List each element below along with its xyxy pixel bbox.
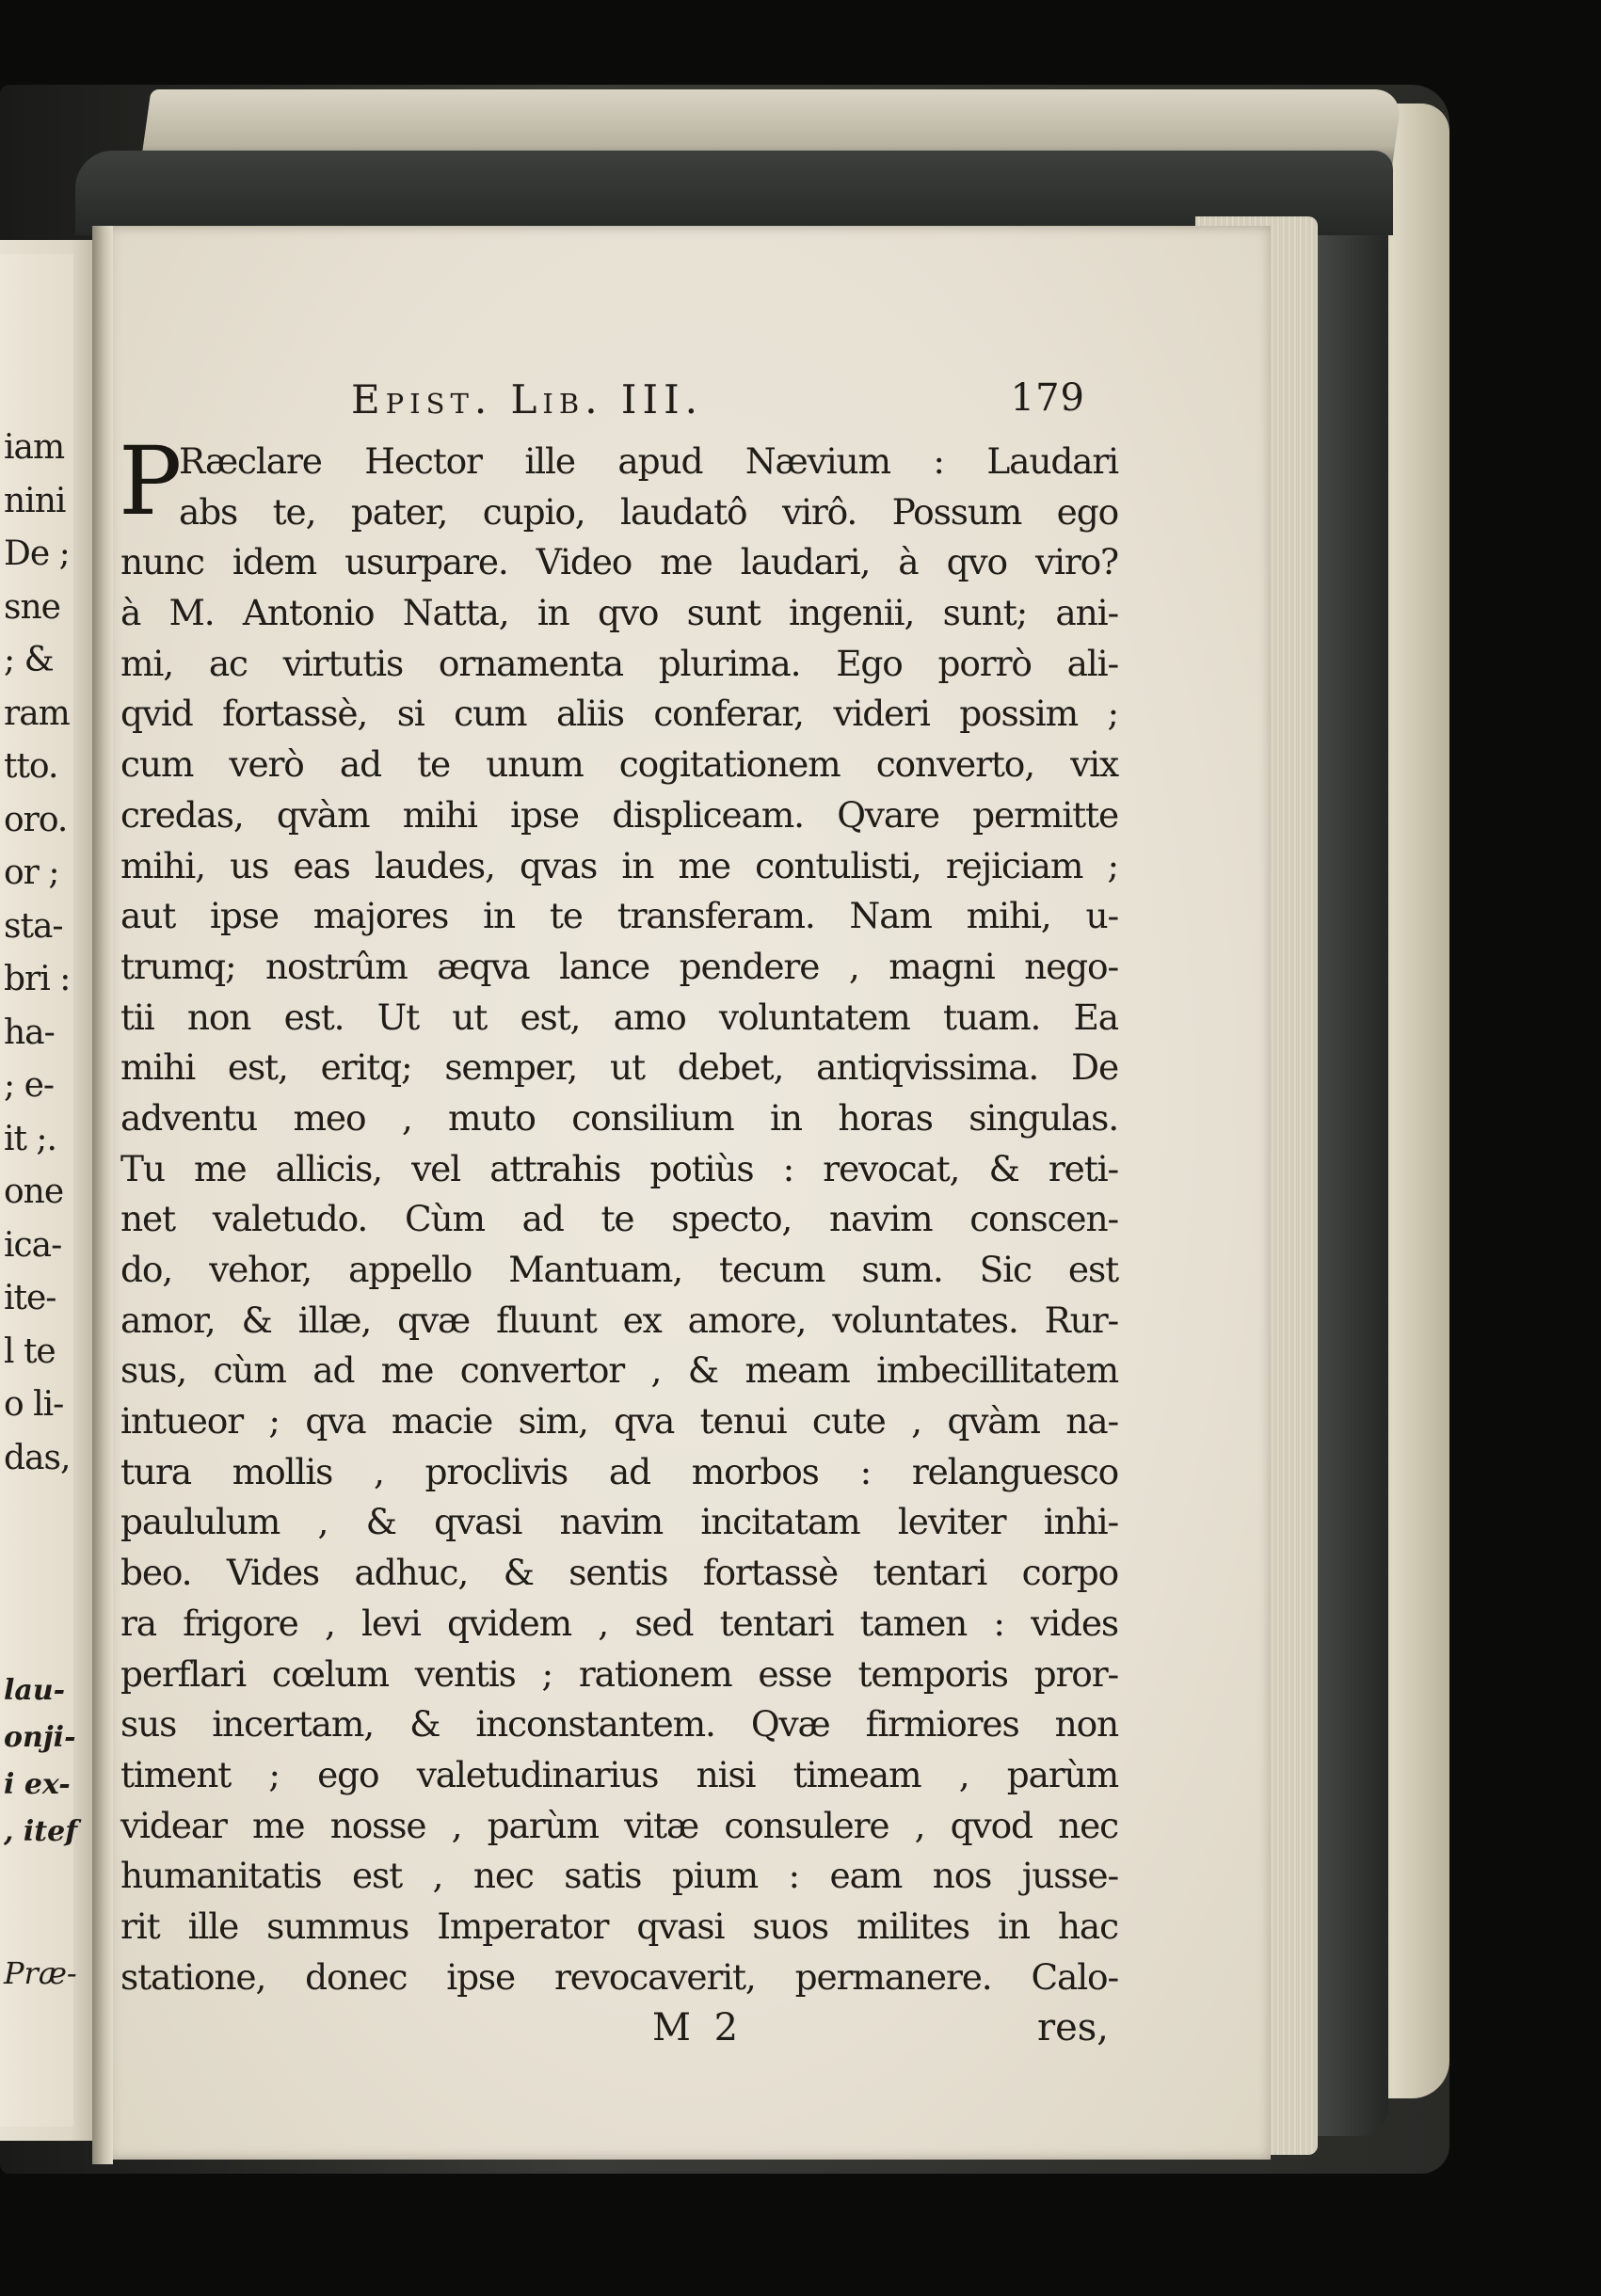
left-fragment: l te bbox=[4, 1331, 56, 1371]
left-fragment: iam bbox=[4, 428, 65, 467]
book-gutter bbox=[92, 226, 113, 2164]
left-fragment: ; e- bbox=[4, 1066, 55, 1105]
running-head: Epist. Lib. III. bbox=[351, 376, 704, 423]
text-line: do, vehor, appello Mantuam, tecum sum. Sic est bbox=[120, 1249, 1118, 1290]
text-line: mihi, us eas laudes, qvas in me contulisti, rejiciam ; bbox=[120, 844, 1118, 886]
left-fragment: oro. bbox=[4, 800, 68, 839]
text-line: tii non est. Ut ut est, amo voluntatem tuam. Ea bbox=[120, 996, 1118, 1038]
left-fragment: tto. bbox=[4, 747, 58, 786]
left-fragment: ite- bbox=[4, 1279, 56, 1317]
page-number: 179 bbox=[1010, 376, 1085, 420]
left-fragment: sta- bbox=[4, 906, 63, 946]
left-fragment: or ; bbox=[4, 853, 59, 892]
drop-cap: P bbox=[119, 426, 182, 536]
text-line: mihi est, eritq; semper, ut debet, antiqvissima. De bbox=[120, 1046, 1118, 1089]
running-header bbox=[120, 376, 1118, 435]
left-fragment: ha- bbox=[4, 1012, 55, 1052]
left-fragment: ; & bbox=[4, 641, 54, 679]
left-fragment-italic: onji- bbox=[4, 1721, 76, 1754]
text-line: nunc idem usurpare. Video me laudari, à qvo viro? bbox=[120, 541, 1118, 583]
text-line: humanitatis est , nec satis pium : eam nos jusse- bbox=[120, 1855, 1118, 1897]
text-line: qvid fortassè, si cum aliis conferar, videri possim ; bbox=[120, 693, 1118, 735]
left-fragment-italic: lau- bbox=[4, 1674, 66, 1707]
text-line: à M. Antonio Natta, in qvo sunt ingenii, sunt; ani- bbox=[120, 592, 1118, 634]
left-page-text bbox=[0, 422, 94, 1485]
left-fragment: das, bbox=[4, 1438, 71, 1477]
text-line: aut ipse majores in te transferam. Nam mihi, u- bbox=[120, 895, 1118, 937]
left-fragment: ram bbox=[4, 694, 70, 733]
left-page-margin-text bbox=[0, 1667, 94, 1856]
signature-mark: M 2 bbox=[652, 2006, 744, 2050]
catchword: res, bbox=[1036, 2006, 1109, 2050]
text-line: perflari cœlum ventis ; rationem esse temporis pror- bbox=[120, 1652, 1118, 1695]
left-fragment: bri : bbox=[4, 960, 71, 998]
left-fragment: it ;. bbox=[4, 1119, 56, 1158]
text-line: amor, & illæ, qvæ fluunt ex amore, voluntates. Rur- bbox=[120, 1299, 1118, 1341]
text-line: Tu me allicis, vel attrahis potiùs : revocat, & reti- bbox=[120, 1147, 1118, 1189]
left-fragment: one bbox=[4, 1172, 64, 1211]
text-line: tura mollis , proclivis ad morbos : relanguesco bbox=[120, 1450, 1118, 1492]
text-line: ra frigore , levi qvidem , sed tentari tamen : vides bbox=[120, 1602, 1118, 1644]
left-fragment: sne bbox=[4, 587, 60, 627]
text-line: net valetudo. Cùm ad te specto, navim conscen- bbox=[120, 1198, 1118, 1240]
left-fragment: ica- bbox=[4, 1225, 62, 1265]
page-footer bbox=[120, 2006, 1118, 2063]
text-line: statione, donec ipse revocaverit, permanere. Calo- bbox=[120, 1955, 1118, 1998]
page-text-block bbox=[120, 376, 1118, 2063]
text-line: adventu meo , muto consilium in horas singulas. bbox=[120, 1096, 1118, 1139]
text-line: videar me nosse , parùm vitæ consulere , qvod nec bbox=[120, 1804, 1118, 1846]
left-catchword: Præ- bbox=[4, 1955, 77, 1991]
text-line: mi, ac virtutis ornamenta plurima. Ego porrò ali- bbox=[120, 642, 1118, 684]
text-line: Ræclare Hector ille apud Nævium : Laudari bbox=[179, 440, 1118, 482]
text-line: rit ille summus Imperator qvasi suos milites in hac bbox=[120, 1905, 1118, 1947]
left-fragment: o li- bbox=[4, 1385, 64, 1424]
text-line: sus incertam, & inconstantem. Qvæ firmiores non bbox=[120, 1703, 1118, 1746]
text-line: credas, qvàm mihi ipse displiceam. Qvare permitte bbox=[120, 793, 1118, 836]
left-fragment: nini bbox=[4, 481, 66, 520]
text-line: intueor ; qva macie sim, qva tenui cute , qvàm na- bbox=[120, 1400, 1118, 1443]
text-line: paululum , & qvasi navim incitatam leviter inhi- bbox=[120, 1501, 1118, 1543]
left-fragment-italic: i ex- bbox=[4, 1768, 71, 1801]
text-line: abs te, pater, cupio, laudatô virô. Possum ego bbox=[179, 490, 1118, 533]
letter-body bbox=[119, 426, 1118, 2002]
text-line: sus, cùm ad me convertor , & meam imbecillitatem bbox=[120, 1349, 1118, 1392]
text-line: trumq; nostrûm æqva lance pendere , magni nego- bbox=[120, 945, 1118, 987]
left-fragment: De ; bbox=[4, 534, 70, 573]
text-line: beo. Vides adhuc, & sentis fortassè tentari corpo bbox=[120, 1552, 1118, 1594]
left-fragment-italic: , itef bbox=[4, 1815, 78, 1848]
text-line: cum verò ad te unum cogitationem converto, vix bbox=[120, 743, 1118, 786]
text-line: timent ; ego valetudinarius nisi timeam , parùm bbox=[120, 1753, 1118, 1795]
